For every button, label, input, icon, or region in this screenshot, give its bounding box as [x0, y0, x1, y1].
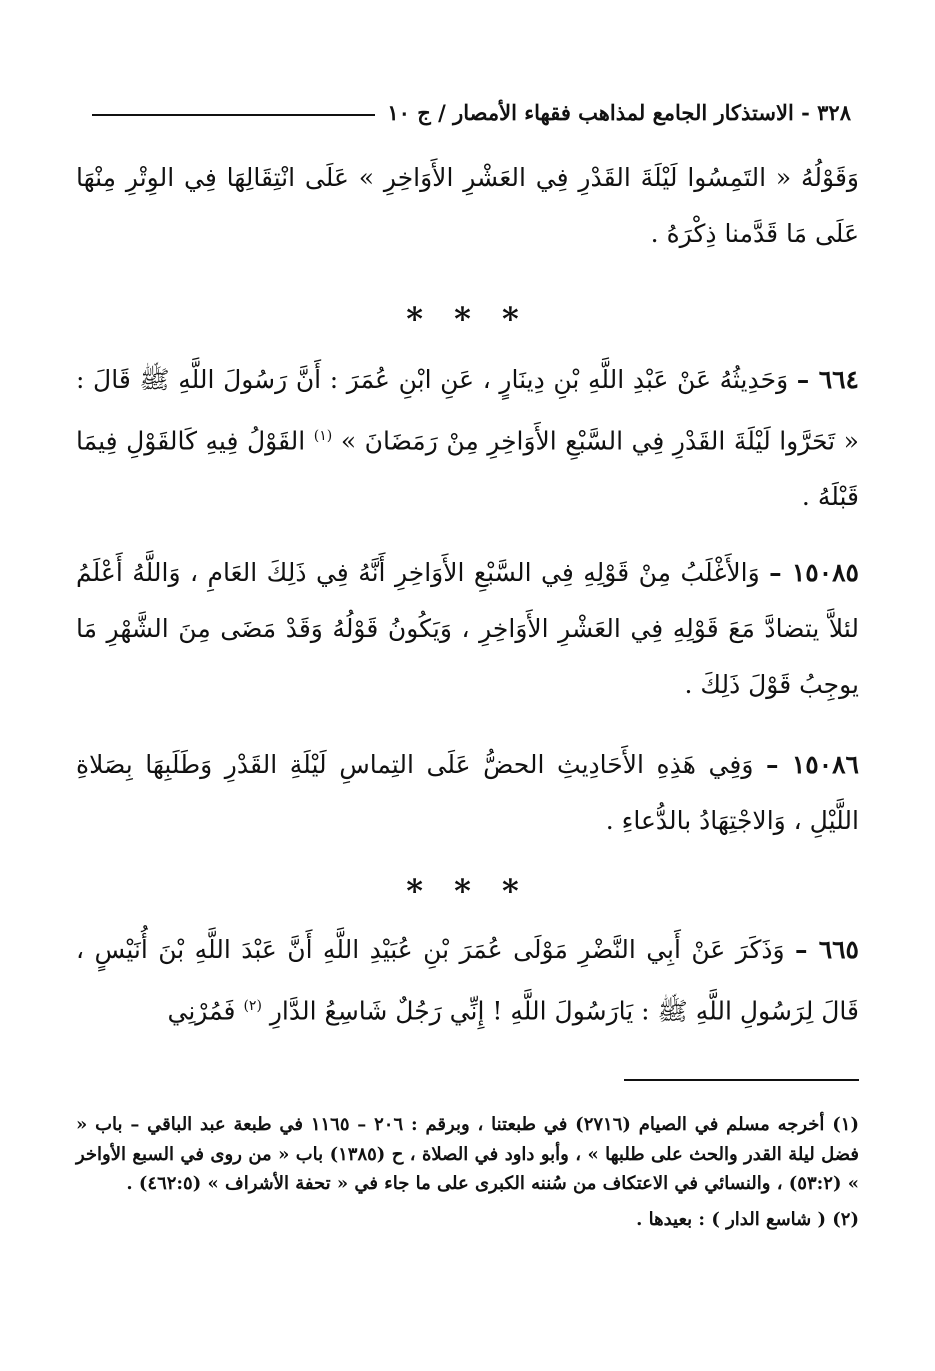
paragraph-text: وَفِي هَذِهِ الأَحَادِيثِ الحضُّ عَلَى التِماسِ لَيْلَةِ القَدْرِ وَطَلَبِهَا بِصَلاةِ اللَّيْلِ ، وَالاجْتِهَادُ بالدُّعاءِ .	[76, 750, 859, 835]
paragraph-15086	[76, 737, 859, 849]
footnote-ref: (١)	[313, 428, 333, 444]
paragraph-number: ١٥٠٨٦ –	[765, 750, 859, 779]
running-header	[92, 92, 851, 132]
intro-paragraph: وَقَوْلُهُ « التَمِسُوا لَيْلَةَ القَدْرِ فِي العَشْرِ الأَوَاخِرِ » عَلَى انْتِقَالِهَا فِي الوِتْرِ مِنْهَا عَلَى مَا قَدَّمنا ذِكْرَهُ .	[76, 163, 859, 248]
footnotes	[76, 1110, 859, 1240]
hadith-665-paragraph	[76, 922, 859, 1039]
footnote-1: (١) أخرجه مسلم في الصيام (٢٧١٦) في طبعتنا ، وبرقم : ٢٠٦ – ١١٦٥ في طبعة عبد الباقي – باب « فضل ليلة القدر والحث على طلبها » ، وأبو داود في الصلاة ، ح (١٣٨٥) باب « من روى في السبع الأواخر » (٥٣:٢) ، والنسائي في الاعتكاف من سُننه الكبرى على ما جاء في « تحفة الأشراف » (٤٦٢:٥) .	[76, 1114, 859, 1194]
running-title: ٣٢٨ - الاستذكار الجامع لمذاهب فقهاء الأمصار / ج ١٠	[387, 99, 851, 125]
header-rule	[92, 114, 375, 116]
hadith-text-continued: القَوْلُ فِيهِ كَالقَوْلِ فِيمَا قَبْلَهُ .	[76, 426, 859, 512]
hadith-number: ٦٦٥ –	[795, 935, 859, 964]
footnote-2: (٢) ( شاسع الدار ) : بعيدها .	[636, 1208, 859, 1230]
separator-asterisks: * * *	[406, 300, 529, 338]
paragraph-text: وَالأَغْلَبُ مِنْ قَوْلِهِ فِي السَّبْعِ الأَوَاخِرِ أَنَّهُ فِي ذَلِكَ العَامِ ، وَاللَّهُ أَعْلَمُ لئلاَّ يتضادَّ مَعَ قَوْلِهِ فِي العَشْرِ الأَوَاخِرِ ، وَيَكُونُ قَوْلُهُ وَقَدْ مَضَى مِنَ الشَّهْرِ مَا يوجِبُ قَوْلَ ذَلِكَ .	[76, 558, 859, 699]
paragraph-number: ١٥٠٨٥ –	[769, 558, 859, 587]
hadith-text: وَذَكَرَ عَنْ أَبِي النَّضْرِ مَوْلَى عُمَرَ بْنِ عُبَيْدِ اللَّهِ أَنَّ عَبْدَ اللَّهِ بْنَ أُنَيْسٍ ، قَالَ لِرَسُولِ اللَّهِ ﷺ : يَارَسُولَ اللَّهِ ! إِنِّي رَجُلٌ شَاسِعُ الدَّارِ	[76, 935, 859, 1026]
separator-asterisks: * * *	[406, 872, 529, 910]
paragraph-15085	[76, 545, 859, 713]
hadith-number: ٦٦٤ –	[796, 365, 859, 394]
hadith-664-paragraph	[76, 352, 859, 525]
footnote-rule	[624, 1079, 859, 1081]
hadith-text-continued: فَمُرْنِي	[167, 996, 236, 1026]
hadith-text: وَحَدِيثُهُ عَنْ عَبْدِ اللَّهِ بْنِ دِينَارٍ ، عَنِ ابْنِ عُمَرَ : أَنَّ رَسُولَ اللَّهِ ﷺ قَالَ : « تَحَرَّوا لَيْلَةَ القَدْرِ فِي السَّبْعِ الأَوَاخِرِ مِنْ رَمَضَانَ »	[76, 365, 859, 456]
footnote-ref: (٢)	[243, 998, 262, 1014]
